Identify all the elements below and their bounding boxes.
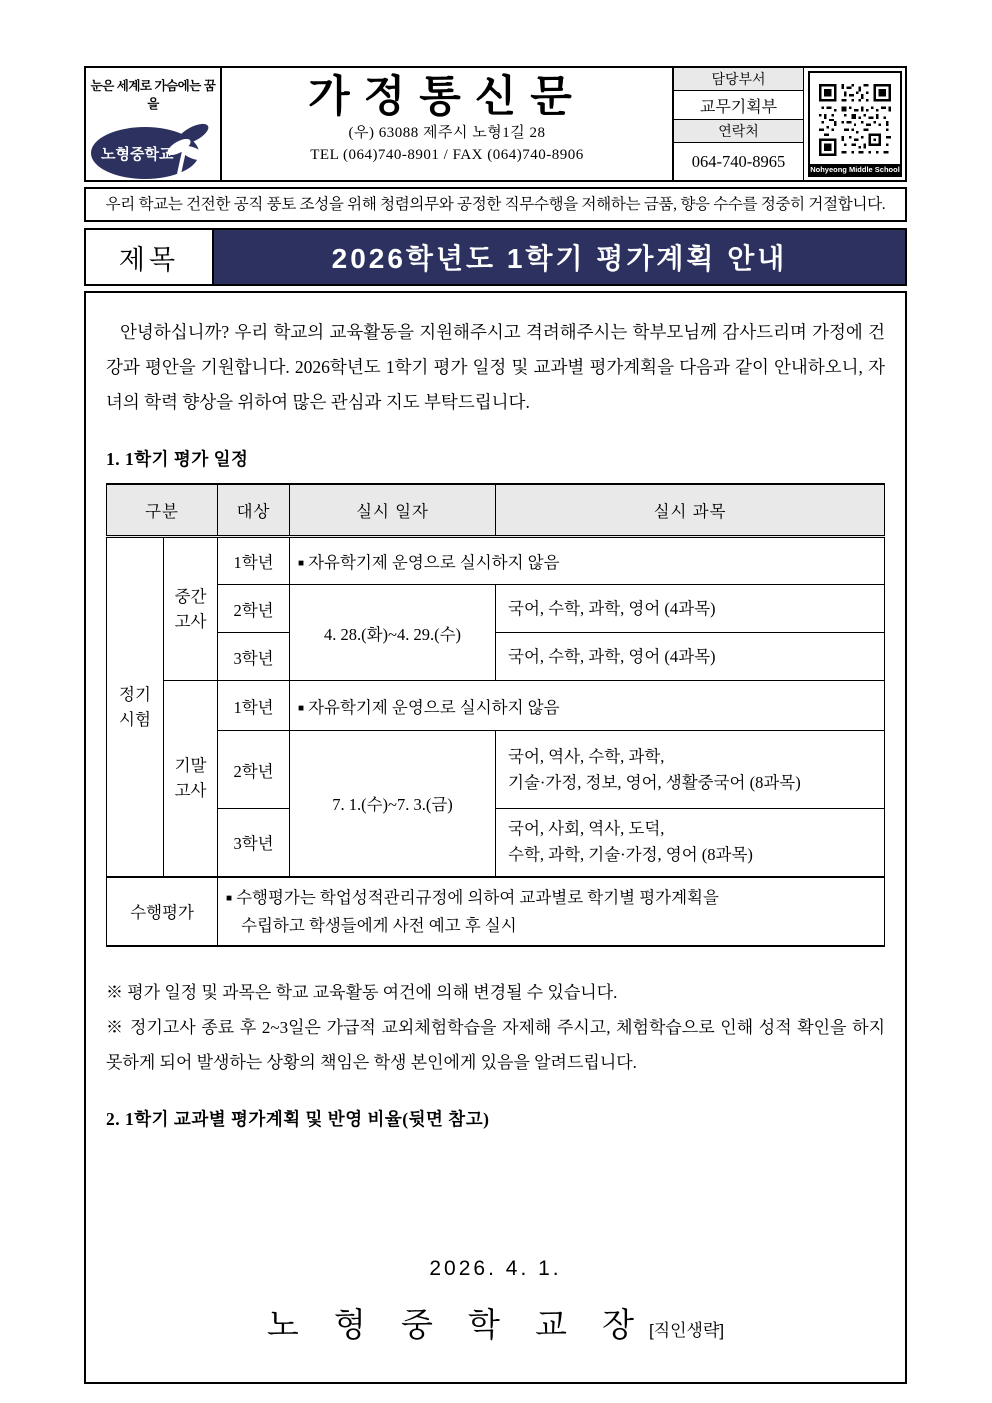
document-type-title: 가정통신문 (308, 73, 586, 121)
cell-midterm-label: 중간고사 (164, 537, 218, 681)
cell-grade: 2학년 (218, 731, 290, 809)
principal-signature (106, 1299, 885, 1346)
note-text: 자유학기제 운영으로 실시하지 않음 (308, 553, 560, 572)
cell-grade: 1학년 (218, 681, 290, 731)
col-header-subjects: 실시 과목 (496, 484, 885, 537)
table-row-performance (107, 877, 885, 946)
cell-exam-date: 7. 1.(수)~7. 3.(금) (290, 731, 496, 877)
square-bullet-icon: ■ (226, 892, 233, 904)
school-logo-icon (89, 120, 217, 182)
issue-date: 2026. 4. 1. (429, 1256, 562, 1280)
subjects-line2: 기술·가정, 정보, 영어, 생활중국어 (8과목) (508, 772, 801, 792)
subjects-line1: 국어, 사회, 역사, 도덕, (508, 819, 665, 839)
contact-label: 연락처 (674, 120, 803, 143)
performance-desc-line1 (226, 884, 876, 912)
evaluation-schedule-table (106, 483, 885, 947)
dept-value: 교무기획부 (674, 91, 803, 120)
integrity-notice: 우리 학교는 건전한 공직 풍토 조성을 위해 청렴의무와 공정한 직무수행을 저해하는 금품, 향응 수수를 정중히 거절합니다. (84, 187, 907, 222)
square-bullet-icon: ■ (298, 702, 305, 714)
square-bullet-icon: ■ (298, 558, 305, 569)
title-bar (84, 228, 907, 286)
signature-text: 노 형 중 학 교 장 (266, 1305, 647, 1343)
col-header-gubun: 구분 (107, 484, 218, 537)
subjects-line1: 국어, 역사, 수학, 과학, (508, 746, 665, 766)
cell-performance-desc (218, 877, 885, 946)
qr-cell (804, 68, 905, 180)
table-row (107, 633, 885, 681)
school-logo-cell (86, 68, 222, 180)
dept-label: 담당부서 (674, 68, 803, 91)
page-title: 2026학년도 1학기 평가계획 안내 (214, 230, 905, 284)
school-tel-fax: TEL (064)740-8901 / FAX (064)740-8906 (310, 147, 584, 163)
cell-grade: 3학년 (218, 633, 290, 681)
table-row (107, 731, 885, 809)
seal-omitted-note: [직인생략] (648, 1320, 725, 1340)
contact-table (674, 68, 804, 180)
greeting-paragraph: 안녕하십니까? 우리 학교의 교육활동을 지원해주시고 격려해주시는 학부모님께 감사드리며 가정에 건강과 평안을 기원합니다. 2026학년도 1학기 평가 일정 및 교과별 평가계획을 다음과 같이 안내하오니, 자녀의 학력 향상을 위하여 많은 관심과 지도 부탁드립니다. (106, 322, 885, 412)
col-header-date: 실시 일자 (290, 484, 496, 537)
cell-note (290, 537, 885, 585)
cell-subjects (496, 809, 885, 877)
cell-exam-type: 정기시험 (107, 537, 164, 877)
section2-heading: 2. 1학기 교과별 평가계획 및 반영 비율(뒷면 참고) (106, 1108, 490, 1129)
cell-grade: 1학년 (218, 537, 290, 585)
note-2: ※ 정기고사 종료 후 2~3일은 가급적 교외체험학습을 자제해 주시고, 체험학습으로 인해 성적 확인을 하지 못하게 되어 발생하는 상황의 책임은 학생 본인에게 있음을 알려드립니다. (106, 1017, 885, 1072)
desc-text: 수행평가는 학업성적관리규정에 의하여 교과별로 학기별 평가계획을 (236, 887, 719, 907)
school-logo (89, 120, 217, 182)
note-1: ※ 평가 일정 및 과목은 학교 교육활동 여건에 의해 변경될 수 있습니다. (106, 982, 618, 1002)
cell-final-label: 기말고사 (164, 681, 218, 877)
cell-performance-label: 수행평가 (107, 877, 218, 946)
qr-code-icon (810, 73, 900, 164)
subjects-line2: 수학, 과학, 기술·가정, 영어 (8과목) (508, 845, 753, 865)
cell-exam-date: 4. 28.(화)~4. 29.(수) (290, 585, 496, 681)
title-label: 제목 (86, 230, 214, 284)
qr-box (808, 71, 902, 177)
document (84, 66, 907, 1384)
cell-grade: 3학년 (218, 809, 290, 877)
table-row (107, 585, 885, 633)
table-header-row (107, 484, 885, 537)
contact-value: 064-740-8965 (691, 151, 786, 171)
header (84, 66, 907, 182)
header-center (222, 68, 674, 180)
header-right (674, 68, 905, 180)
qr-caption: Nohyeong Middle School (810, 165, 900, 174)
note-text: 자유학기제 운영으로 실시하지 않음 (308, 697, 560, 717)
table-row (107, 809, 885, 877)
performance-desc-line2: 수립하고 학생들에게 사전 예고 후 실시 (241, 915, 517, 935)
notes (106, 975, 885, 1080)
table-row (107, 537, 885, 585)
cell-grade: 2학년 (218, 585, 290, 633)
cell-subjects: 국어, 수학, 과학, 영어 (4과목) (496, 633, 885, 681)
section1-heading: 1. 1학기 평가 일정 (106, 449, 249, 469)
svg-text:노형중학교: 노형중학교 (101, 146, 174, 163)
cell-subjects: 국어, 수학, 과학, 영어 (4과목) (496, 585, 885, 633)
main-body (84, 291, 907, 1384)
cell-subjects (496, 731, 885, 809)
cell-note (290, 681, 885, 731)
table-row (107, 681, 885, 731)
col-header-target: 대상 (218, 484, 290, 537)
school-slogan: 눈은 세계로 가슴에는 꿈을 (90, 79, 216, 111)
school-address: (우) 63088 제주시 노형1길 28 (348, 125, 546, 141)
